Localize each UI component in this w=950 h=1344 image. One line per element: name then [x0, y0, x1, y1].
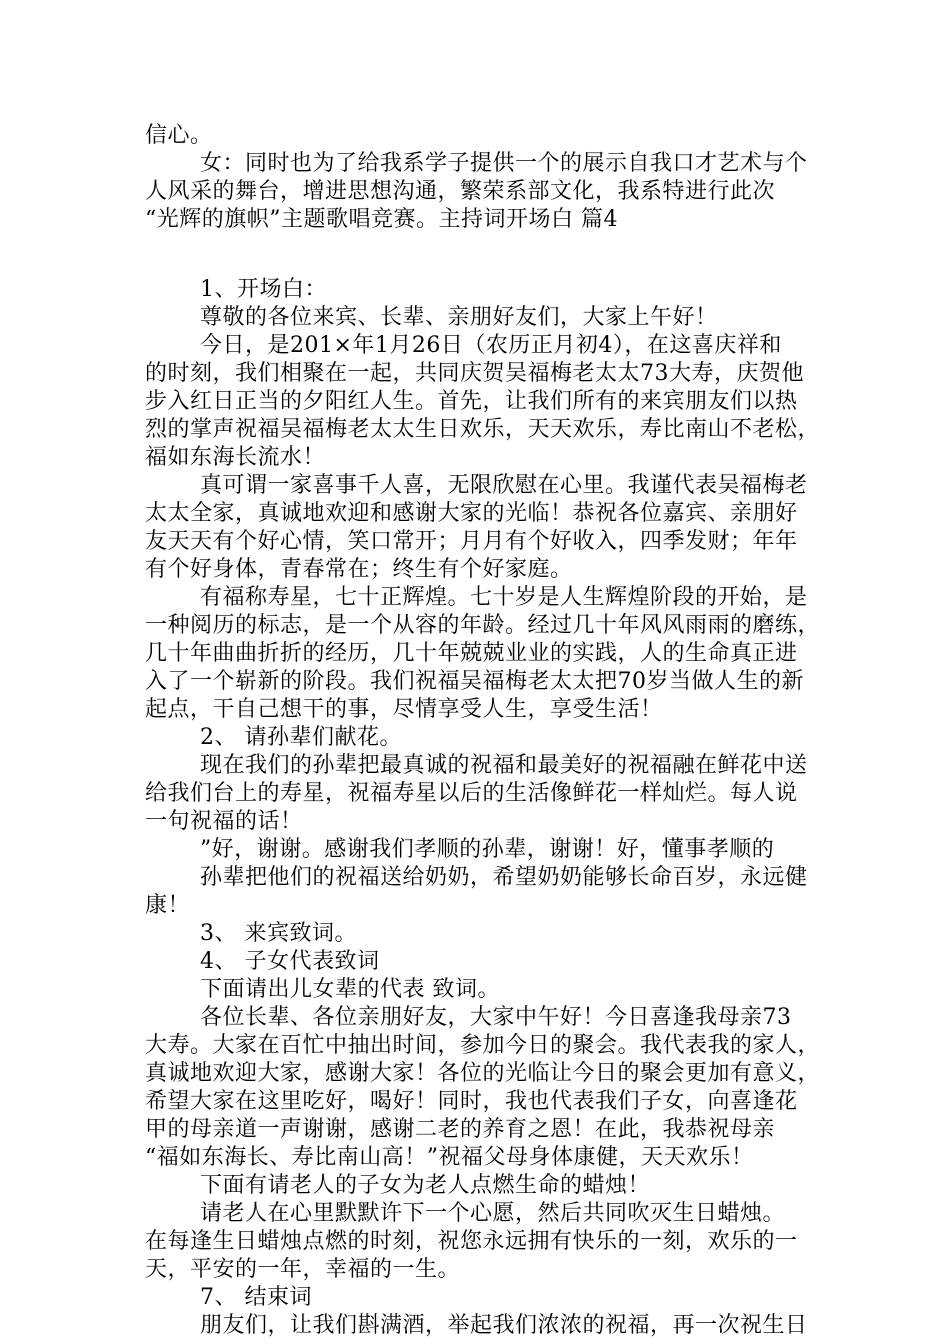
text-line: 烈的掌声祝福吴福梅老太太生日欢乐，天天欢乐，寿比南山不老松， [145, 417, 821, 442]
text-line: 入了一个崭新的阶段。我们祝福吴福梅老太太把70岁当做人生的新 [145, 669, 804, 694]
text-line: 真诚地欢迎大家，感谢大家！各位的光临让今日的聚会更加有意义， [145, 1061, 821, 1086]
text-line: 友天天有个好心情，笑口常开；月月有个好收入，四季发财；年年 [145, 529, 798, 554]
text-line: 请老人在心里默默许下一个心愿，然后共同吹灭生日蜡烛。 [200, 1201, 786, 1226]
text-line: 女：同时也为了给我系学子提供一个的展示自我口才艺术与个 [200, 151, 808, 176]
text-line: 孙辈把他们的祝福送给奶奶，希望奶奶能够长命百岁，永远健 [200, 865, 808, 890]
text-line: 起点，干自己想干的事，尽情享受人生，享受生活！ [145, 697, 663, 722]
section-heading: 3、 来宾致词。 [200, 921, 357, 946]
text-line: 的时刻，我们相聚在一起，共同庆贺吴福梅老太太73大寿，庆贺他 [145, 361, 804, 386]
text-line: 大寿。大家在百忙中抽出时间，参加今日的聚会。我代表我的家人， [145, 1033, 821, 1058]
text-line: 有个好身体，青春常在；终生有个好家庭。 [145, 557, 573, 582]
section-heading: 2、 请孙辈们献花。 [200, 725, 402, 750]
text-line: 甲的母亲道一声谢谢，感谢二老的养育之恩！在此，我恭祝母亲 [145, 1117, 776, 1142]
text-line: 有福称寿星，七十正辉煌。七十岁是人生辉煌阶段的开始，是 [200, 585, 808, 610]
text-line: 今日，是201×年1月26日（农历正月初4），在这喜庆祥和 [200, 333, 782, 358]
text-line: 给我们台上的寿星，祝福寿星以后的生活像鲜花一样灿烂。每人说 [145, 781, 798, 806]
text-line: 人风采的舞台，增进思想沟通，繁荣系部文化，我系特进行此次 [145, 179, 776, 204]
text-line: 真可谓一家喜事千人喜，无限欣慰在心里。我谨代表吴福梅老 [200, 473, 808, 498]
section-heading: 4、 子女代表致词 [200, 949, 380, 974]
text-line: 各位长辈、各位亲朋好友，大家中午好！今日喜逢我母亲73 [200, 1005, 792, 1030]
text-line: 希望大家在这里吃好，喝好！同时，我也代表我们子女，向喜逢花 [145, 1089, 798, 1114]
text-line: 尊敬的各位来宾、长辈、亲朋好友们，大家上午好！ [200, 305, 718, 330]
text-line: 一句祝福的话！ [145, 809, 303, 834]
text-line: 信心。 [145, 123, 213, 148]
text-line: 现在我们的孙辈把最真诚的祝福和最美好的祝福融在鲜花中送 [200, 753, 808, 778]
text-line: 步入红日正当的夕阳红人生。首先，让我们所有的来宾朋友们以热 [145, 389, 798, 414]
text-line: “光辉的旗帜”主题歌唱竞赛。主持词开场白 篇4 [145, 207, 618, 232]
text-line: 太太全家，真诚地欢迎和感谢大家的光临！恭祝各位嘉宾、亲朋好 [145, 501, 798, 526]
text-line: 朋友们，让我们斟满酒，举起我们浓浓的祝福，再一次祝生日 [200, 1313, 808, 1338]
text-line: ”好，谢谢。感谢我们孝顺的孙辈，谢谢！好，懂事孝顺的 [200, 837, 775, 862]
text-line: 天，平安的一年，幸福的一生。 [145, 1257, 461, 1282]
text-line: 在每逢生日蜡烛点燃的时刻，祝您永远拥有快乐的一刻，欢乐的一 [145, 1229, 798, 1254]
text-line: 一种阅历的标志，是一个从容的年龄。经过几十年风风雨雨的磨练， [145, 613, 821, 638]
text-line: 福如东海长流水！ [145, 445, 326, 470]
text-line: 下面请出儿女辈的代表 致词。 [200, 977, 500, 1002]
text-line: “福如东海长、寿比南山高！”祝福父母身体康健，天天欢乐！ [145, 1145, 754, 1170]
text-line: 康！ [145, 893, 191, 918]
text-line: 下面有请老人的子女为老人点燃生命的蜡烛！ [200, 1173, 651, 1198]
section-heading: 7、 结束词 [200, 1285, 312, 1310]
section-heading: 1、开场白： [200, 277, 327, 302]
text-line: 几十年曲曲折折的经历，几十年兢兢业业的实践，人的生命真正进 [145, 641, 798, 666]
